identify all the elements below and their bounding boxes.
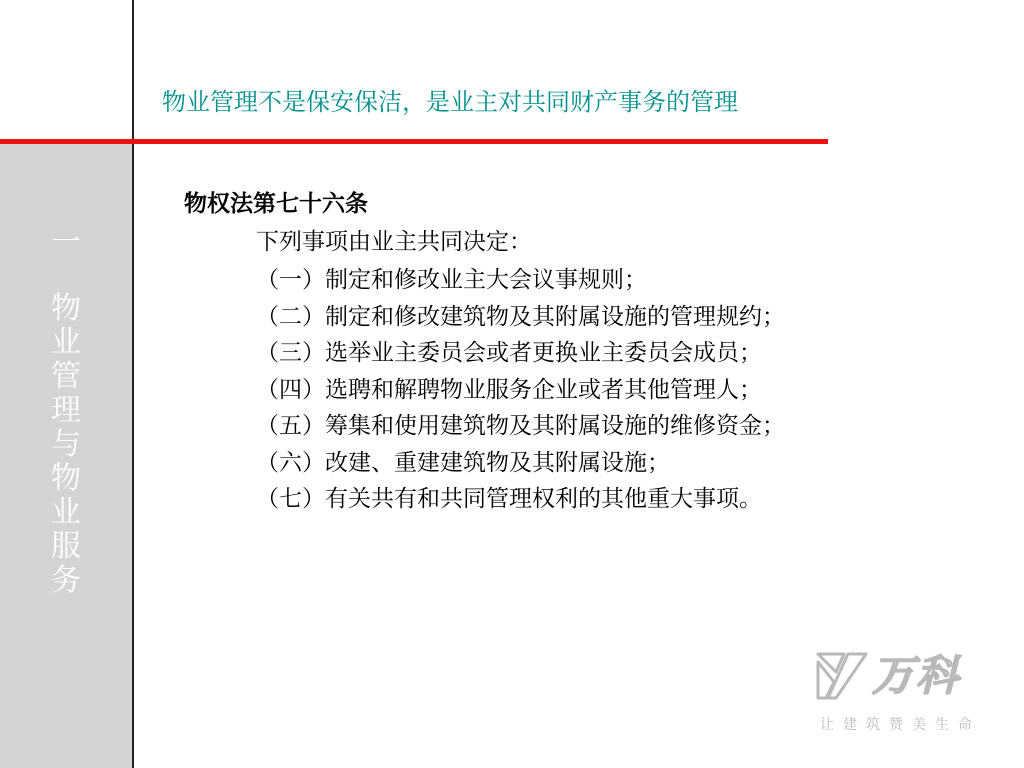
slide-title: 物业管理不是保安保洁，是业主对共同财产事务的管理 xyxy=(162,88,738,116)
vertical-divider xyxy=(132,0,134,146)
article-item: （一）制定和修改业主大会议事规则； xyxy=(256,267,647,293)
vanke-v-mark-icon xyxy=(814,650,870,704)
article-item: （五）筹集和使用建筑物及其附属设施的维修资金； xyxy=(256,413,785,439)
sidebar-title-char: 与 xyxy=(51,427,81,462)
article-item: （二）制定和修改建筑物及其附属设施的管理规约； xyxy=(256,303,785,330)
sidebar-section-number: 一 xyxy=(51,225,81,260)
content-body xyxy=(184,186,785,518)
article-item: （七）有关共有和共同管理权利的其他重大事项。 xyxy=(256,486,762,512)
article-item: （四）选聘和解聘物业服务企业或者其他管理人； xyxy=(256,376,762,403)
sidebar-title-char: 管 xyxy=(51,359,81,394)
article-item: （六）改建、重建建筑物及其附属设施； xyxy=(256,449,670,476)
article-heading: 物权法第七十六条 xyxy=(184,190,368,217)
logo-slogan: 让建筑赞美生命 xyxy=(820,717,981,733)
sidebar-title-char: 服 xyxy=(51,529,81,564)
sidebar-title-char: 业 xyxy=(51,495,81,530)
logo-name: 万科 xyxy=(872,651,961,700)
sidebar-title-char: 业 xyxy=(51,325,81,360)
sidebar-title-char: 务 xyxy=(51,563,81,598)
article-intro: 下列事项由业主共同决定： xyxy=(256,229,532,255)
article-item: （三）选举业主委员会或者更换业主委员会成员； xyxy=(256,340,762,366)
vanke-logo xyxy=(814,650,984,740)
article-items xyxy=(184,262,785,518)
sidebar-title-char: 理 xyxy=(51,393,81,428)
sidebar-title-char: 物 xyxy=(51,461,81,496)
sidebar-title-char: 物 xyxy=(51,291,81,326)
sidebar xyxy=(0,144,134,768)
sidebar-section-label xyxy=(0,226,132,598)
